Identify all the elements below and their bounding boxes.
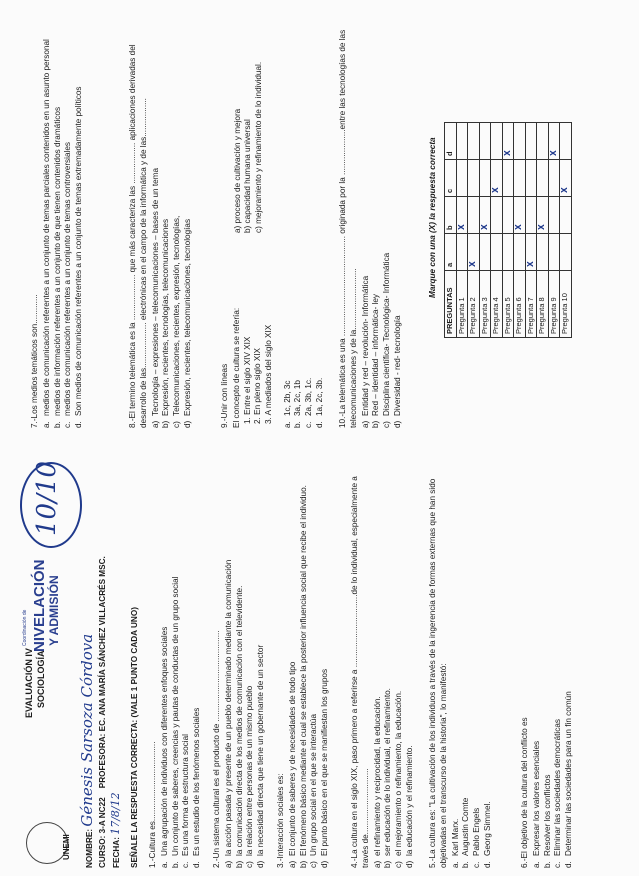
course-value: 3-A NC22 <box>98 797 107 834</box>
option-d[interactable]: d.Es un estudio de los fenómenos sociales <box>192 707 202 868</box>
answer-table <box>444 122 572 338</box>
option-d[interactable]: d)la educación y el refinamiento. <box>405 745 415 868</box>
answer-cell[interactable] <box>468 234 480 271</box>
option-c[interactable]: c)Telecomunicaciones, recientes, expresión, tecnologías, <box>172 215 182 428</box>
pair-left-2: 2. En pleno siglo XIX <box>253 347 263 424</box>
date-value: 17/8/12 <box>109 792 122 835</box>
pair-right-b: b) capacidad humana universal <box>243 119 253 233</box>
exam-subject: SOCIOLOGÍA <box>36 650 46 708</box>
option-a[interactable]: a)Tecnología – expresiones – telecomunicaciones – bases de un tema <box>150 167 160 428</box>
stamp-small: Coordinación de <box>22 609 28 646</box>
column-header: PREGUNTAS <box>445 271 457 338</box>
answer-mark: X <box>479 224 489 230</box>
exam-title: EVALUACIÓN IV <box>24 648 34 718</box>
right-column <box>20 18 620 428</box>
option-a[interactable]: a.Karl Marx. <box>450 818 460 868</box>
row-label: Pregunta 9 <box>548 271 560 338</box>
answer-cell[interactable] <box>502 234 514 271</box>
table-row <box>537 123 549 338</box>
date-label: FECHA: <box>112 837 121 868</box>
logo-text: UNEMI <box>62 834 71 860</box>
answer-table-header <box>445 123 457 338</box>
question-4 <box>350 468 416 868</box>
pair-right-c: c) mejoramiento y refinamiento de lo individual. <box>254 61 264 233</box>
answer-cell[interactable] <box>479 160 491 197</box>
question-9 <box>220 28 326 428</box>
table-row <box>479 123 491 338</box>
option-b[interactable]: b.Augustin Comte <box>461 797 471 868</box>
option-d[interactable]: d)El punto básico en el que se manifiestan los grupos <box>320 668 330 868</box>
option-b[interactable]: b.Un conjunto de saberes, creencias y pautas de conductas de un grupo social <box>170 576 180 868</box>
question-title: 2.-Un sistema cultural es el producto de ........................................ <box>212 630 221 868</box>
answer-cell[interactable] <box>548 234 560 271</box>
answer-cell[interactable] <box>491 160 503 197</box>
option-c[interactable]: c.Es una forma de estructura social <box>181 734 191 868</box>
question-1 <box>148 468 203 868</box>
exam-sheet <box>20 8 620 868</box>
question-title: 6.-El objetivo de la cultura del conflicto es <box>520 717 529 868</box>
answer-mark: X <box>525 261 535 267</box>
table-row <box>468 123 480 338</box>
question-8 <box>128 28 194 428</box>
option-d[interactable]: d.Determinar las sociedades para un fin común <box>564 691 574 868</box>
answer-table-body <box>456 123 571 338</box>
option-a[interactable]: a)El conjunto de saberes y de necesidades de todo tipo <box>287 661 297 868</box>
table-row <box>502 123 514 338</box>
name-row <box>78 634 98 868</box>
row-label: Pregunta 5 <box>502 271 514 338</box>
option-b[interactable]: b)Red – identidad – informática- ley <box>371 294 381 428</box>
option-c[interactable]: c)Disciplina científica- Tecnológica- Informática <box>382 252 392 428</box>
answer-mark: X <box>537 224 547 230</box>
question-title: 8.-El termino telemática es la .................... que más caracteriza las .................. aplicaciones derivadas del desarrollo de las.................... electrónicas en el campo de la informática y de las................. <box>128 44 148 428</box>
table-row <box>548 123 560 338</box>
option-c[interactable]: c.Pablo Engels <box>472 807 482 868</box>
answer-cell[interactable] <box>502 123 514 160</box>
option-d[interactable]: d)Diversidad - red- tecnología <box>393 315 403 428</box>
answer-cell[interactable] <box>514 160 526 197</box>
column-header: c <box>445 160 457 197</box>
option-c[interactable]: c)Un grupo social en el que se interactúa <box>309 713 319 868</box>
answer-cell[interactable] <box>456 160 468 197</box>
table-row <box>514 123 526 338</box>
answer-cell[interactable] <box>479 123 491 160</box>
question-6 <box>520 468 575 868</box>
stamp-line2: Y ADMISIÓN <box>47 575 61 646</box>
option-a[interactable]: a)la acción pasada y presente de un pueblo determinado mediante la comunicación <box>223 559 233 868</box>
question-title: 1.-Cultura es................................... <box>148 741 157 868</box>
pair-right-a: a) proceso de cultivación y mejora <box>232 108 242 233</box>
option-b[interactable]: b.medios de información referentes a un conjunto de que tienen contenidos dramáticos <box>52 106 62 428</box>
answer-cell[interactable] <box>525 123 537 160</box>
answer-cell[interactable] <box>537 123 549 160</box>
answer-cell[interactable] <box>548 123 560 160</box>
option-a[interactable]: a.medios de comunicación referentes a un conjunto de temas parciales contenidos en un asunto personal <box>41 39 51 428</box>
row-label: Pregunta 8 <box>537 271 549 338</box>
pair-left-3: 3. A mediados del siglo XIX <box>264 324 274 424</box>
answer-mark: X <box>548 150 558 156</box>
answer-cell[interactable] <box>548 160 560 197</box>
question-title: 4.-La cultura en el siglo XIX, paso primero a referirse a ................................de lo individual, especialmente a través de............................. <box>350 476 370 868</box>
answer-cell[interactable] <box>491 197 503 234</box>
teacher-label: PROFESORA: EC. ANA MARÍA SÁNCHEZ VILLACRÉS MSC. <box>98 556 107 789</box>
option-d[interactable]: d.Georg Simmel. <box>483 801 493 868</box>
option-a[interactable]: a.Expresar los valores esenciales <box>531 740 541 868</box>
answer-cell[interactable] <box>491 123 503 160</box>
option-a[interactable]: a.1c, 2b, 3c <box>282 380 292 428</box>
table-row <box>456 123 468 338</box>
answer-mark: X <box>456 224 466 230</box>
option-b[interactable]: b.Resolver los conflictos <box>542 774 552 868</box>
option-c[interactable]: c.Eliminar las sociedades democráticas <box>553 719 563 868</box>
column-header: a <box>445 234 457 271</box>
answer-cell[interactable] <box>548 197 560 234</box>
answer-cell[interactable] <box>560 160 572 197</box>
course-row <box>98 556 109 868</box>
question-subtitle: El concepto de cultura se refería: <box>231 307 241 428</box>
row-label: Pregunta 6 <box>514 271 526 338</box>
answer-mark: X <box>560 187 570 193</box>
table-row <box>491 123 503 338</box>
date-row <box>109 792 124 868</box>
option-a[interactable]: a.Una agrupación de individuos con diferentes enfoques sociales <box>159 626 169 868</box>
column-header: d <box>445 123 457 160</box>
answer-cell[interactable] <box>560 123 572 160</box>
answer-mark: X <box>468 261 478 267</box>
row-label: Pregunta 1 <box>456 271 468 338</box>
option-b[interactable]: b)ser educación de lo individual, el refinamiento. <box>383 688 393 868</box>
question-title: 5.-La cultura es: "La cultivación de los individuos a través de la ingerencia de formas externas que han sido objetivadas en el transcurso de la historia", lo manifestó: <box>428 478 448 868</box>
pairs-right <box>233 33 265 233</box>
answer-cell[interactable] <box>514 234 526 271</box>
table-row <box>525 123 537 338</box>
option-b[interactable]: b)la comunicación directa de los medios de comunicación con el televidente. <box>234 585 244 868</box>
column-header: b <box>445 197 457 234</box>
table-row <box>560 123 572 338</box>
option-c[interactable]: c)la relación entre personas de un mismo pueblo <box>245 685 255 868</box>
answer-cell[interactable] <box>456 197 468 234</box>
option-d[interactable]: d)la necesidad directa que tiene un gobernante de un sector <box>256 644 266 868</box>
answer-table-heading: Marque con una (X) la respuesta correcta <box>428 137 437 298</box>
option-a[interactable]: a)Entidad y red – revolución- Informática <box>360 275 370 428</box>
name-value: Génesis Sarsoza Córdova <box>78 633 96 827</box>
question-5 <box>428 468 494 868</box>
pair-left-1: 1. Entre el siglo XIV XIX <box>242 336 252 424</box>
instructions: SEÑALE LA RESPUESTA CORRECTA: (VALE 1 PUNTO CADA UNO) <box>130 607 139 868</box>
question-7 <box>30 28 85 428</box>
answer-cell[interactable] <box>525 160 537 197</box>
question-2 <box>212 468 267 868</box>
row-label: Pregunta 3 <box>479 271 491 338</box>
question-title: 7.-Los medios temáticos son............. <box>30 294 39 428</box>
option-d[interactable]: d)Expresión, recientes, telecomunicaciones, tecnologías <box>183 218 193 428</box>
option-b[interactable]: b.3a, 2c, 1b <box>293 380 303 428</box>
answer-cell[interactable] <box>502 197 514 234</box>
stamp-line1: NIVELACIÓN <box>31 559 48 652</box>
course-label: CURSO: <box>98 835 107 868</box>
option-d[interactable]: d.1a, 2c, 3b. <box>315 377 325 428</box>
answer-cell[interactable] <box>537 197 549 234</box>
pairs-left <box>243 244 275 424</box>
answer-cell[interactable] <box>560 234 572 271</box>
option-c[interactable]: c)el mejoramiento o refinamiento, la educación. <box>394 690 404 868</box>
answer-cell[interactable] <box>537 234 549 271</box>
option-a[interactable]: a)el refinamiento y reciprocidad, la educación. <box>372 696 382 868</box>
answer-mark: X <box>502 150 512 156</box>
answer-cell[interactable] <box>479 234 491 271</box>
answer-cell[interactable] <box>491 234 503 271</box>
row-label: Pregunta 10 <box>560 271 572 338</box>
question-title: 3.-Interacción sociales es: <box>276 773 285 868</box>
row-label: Pregunta 7 <box>525 271 537 338</box>
answer-mark: X <box>491 187 501 193</box>
answer-cell[interactable] <box>479 197 491 234</box>
answer-cell[interactable] <box>468 197 480 234</box>
answer-cell[interactable] <box>456 123 468 160</box>
answer-cell[interactable] <box>502 160 514 197</box>
answer-cell[interactable] <box>514 123 526 160</box>
answer-cell[interactable] <box>537 160 549 197</box>
answer-cell[interactable] <box>456 234 468 271</box>
answer-cell[interactable] <box>560 197 572 234</box>
left-column <box>20 448 620 868</box>
answer-cell[interactable] <box>468 123 480 160</box>
question-3 <box>276 468 331 868</box>
option-c[interactable]: c.2a, 3b, 1c. <box>304 377 314 428</box>
answer-cell[interactable] <box>525 234 537 271</box>
row-label: Pregunta 2 <box>468 271 480 338</box>
answer-cell[interactable] <box>525 197 537 234</box>
option-d[interactable]: d.Son medios de comunicación referentes a un conjunto de temas extremadamente políticos <box>74 86 84 428</box>
option-c[interactable]: c.medios de comunicación referentes a un conjunto de temas controversiales <box>63 142 73 428</box>
answer-cell[interactable] <box>468 160 480 197</box>
grade: 10/10 <box>32 461 62 536</box>
question-title: 10.-La telemática es una ............................................ originada por la ....................entre las tecnologías de las telecomunicaciones y de la........................... <box>338 29 358 428</box>
question-title: 9.-Unir con líneas <box>220 363 229 428</box>
option-b[interactable]: b)El fenómeno básico mediante el cual se establece la posterior influencia social que recibe el individuo. <box>298 485 308 868</box>
option-b[interactable]: b)Expresión, recientes, tecnologías, telecomunicaciones <box>161 218 171 428</box>
answer-mark: X <box>514 224 524 230</box>
row-label: Pregunta 4 <box>491 271 503 338</box>
answer-cell[interactable] <box>514 197 526 234</box>
question-10 <box>338 28 404 428</box>
name-label: NOMBRE: <box>85 828 94 868</box>
